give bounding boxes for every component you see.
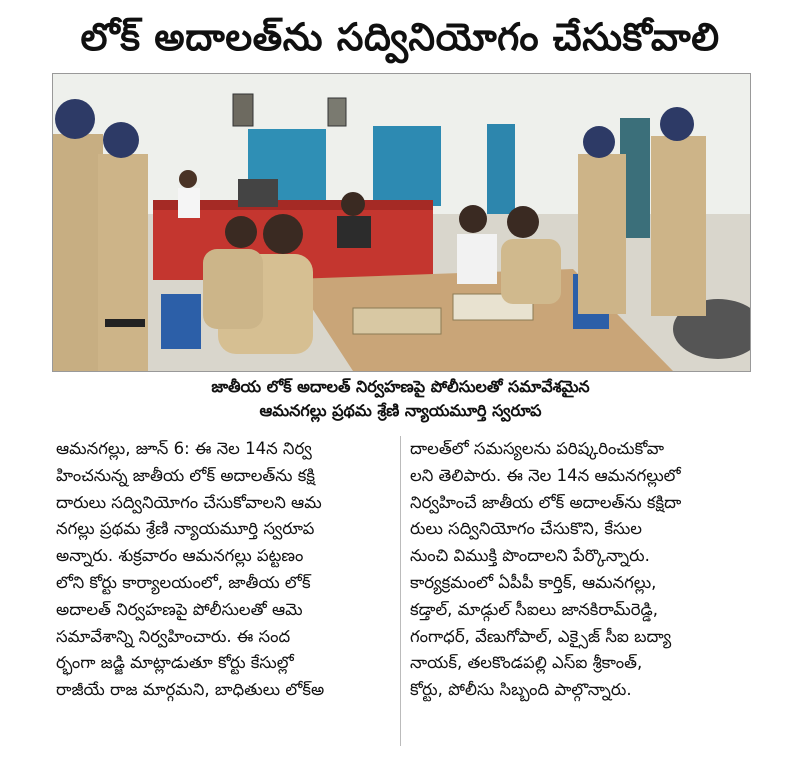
text-line: నిర్వహించే జాతీయ లోక్ అదాలత్‌ను కక్షిదా: [410, 492, 682, 512]
text-line: సమావేశాన్ని నిర్వహించారు. ఈ సంద: [56, 626, 291, 646]
article-column-right: [410, 436, 744, 704]
photo-caption-line-2: ఆమనగల్లు ప్రథమ శ్రేణి న్యాయమూర్తి స్వరూప: [259, 401, 542, 420]
text-line: కోర్టు, పోలీసు సిబ్బంది పాల్గొన్నారు.: [410, 680, 632, 700]
headline: లోక్ అదాలత్‌ను సద్వినియోగం చేసుకోవాలి: [80, 15, 720, 59]
text-line: కార్యక్రమంలో ఏపీపీ కార్తిక్, ఆమనగల్లు,: [410, 572, 657, 592]
text-line: లని తెలిపారు. ఈ నెల 14న ఆమనగల్లులో: [410, 465, 681, 485]
news-photo: [52, 73, 751, 372]
text-line: నుంచి విముక్తి పొందాలని పేర్కొన్నారు.: [410, 546, 650, 566]
text-line: గంగాధర్, వేణుగోపాల్, ఎక్సైజ్ సీఐ బద్యా: [410, 626, 672, 646]
text-line: అదాలత్ నిర్వహణపై పోలీసులతో ఆమె: [56, 599, 303, 619]
text-line: లోని కోర్టు కార్యాలయంలో, జాతీయ లోక్: [56, 572, 311, 592]
text-line: దారులు సద్వినియోగం చేసుకోవాలని ఆమ: [56, 492, 322, 512]
text-line: రులు సద్వినియోగం చేసుకొని, కేసుల: [410, 519, 642, 539]
article-column-left: [56, 436, 390, 704]
text-line: నాయక్, తలకొండపల్లి ఎస్ఐ శ్రీకాంత్,: [410, 653, 643, 673]
text-line: ర్భంగా జడ్జి మాట్లాడుతూ కోర్టు కేసుల్లో: [56, 653, 294, 673]
column-divider: [400, 436, 401, 746]
text-line: దాలత్‌లో సమస్యలను పరిష్కరించుకోవా: [410, 439, 664, 458]
text-line: హించనున్న జాతీయ లోక్ అదాలత్‌ను కక్షి: [56, 465, 315, 485]
text-line: ఆమనగల్లు, జూన్ 6: ఈ నెల 14న నిర్వ: [56, 439, 312, 458]
text-line: కడ్తాల్, మాడ్గుల్ సీఐలు జానకిరామ్‌రెడ్డి,: [410, 599, 658, 619]
text-line: రాజీయే రాజ మార్గమని, బాధితులు లోక్అ: [56, 680, 325, 700]
text-line: నగల్లు ప్రథమ శ్రేణి న్యాయమూర్తి స్వరూప: [56, 519, 315, 539]
text-line: అన్నారు. శుక్రవారం ఆమనగల్లు పట్టణం: [56, 546, 304, 566]
photo-caption-line-1: జాతీయ లోక్ అదాలత్ నిర్వహణపై పోలీసులతో సమావేశమైన: [211, 377, 590, 396]
